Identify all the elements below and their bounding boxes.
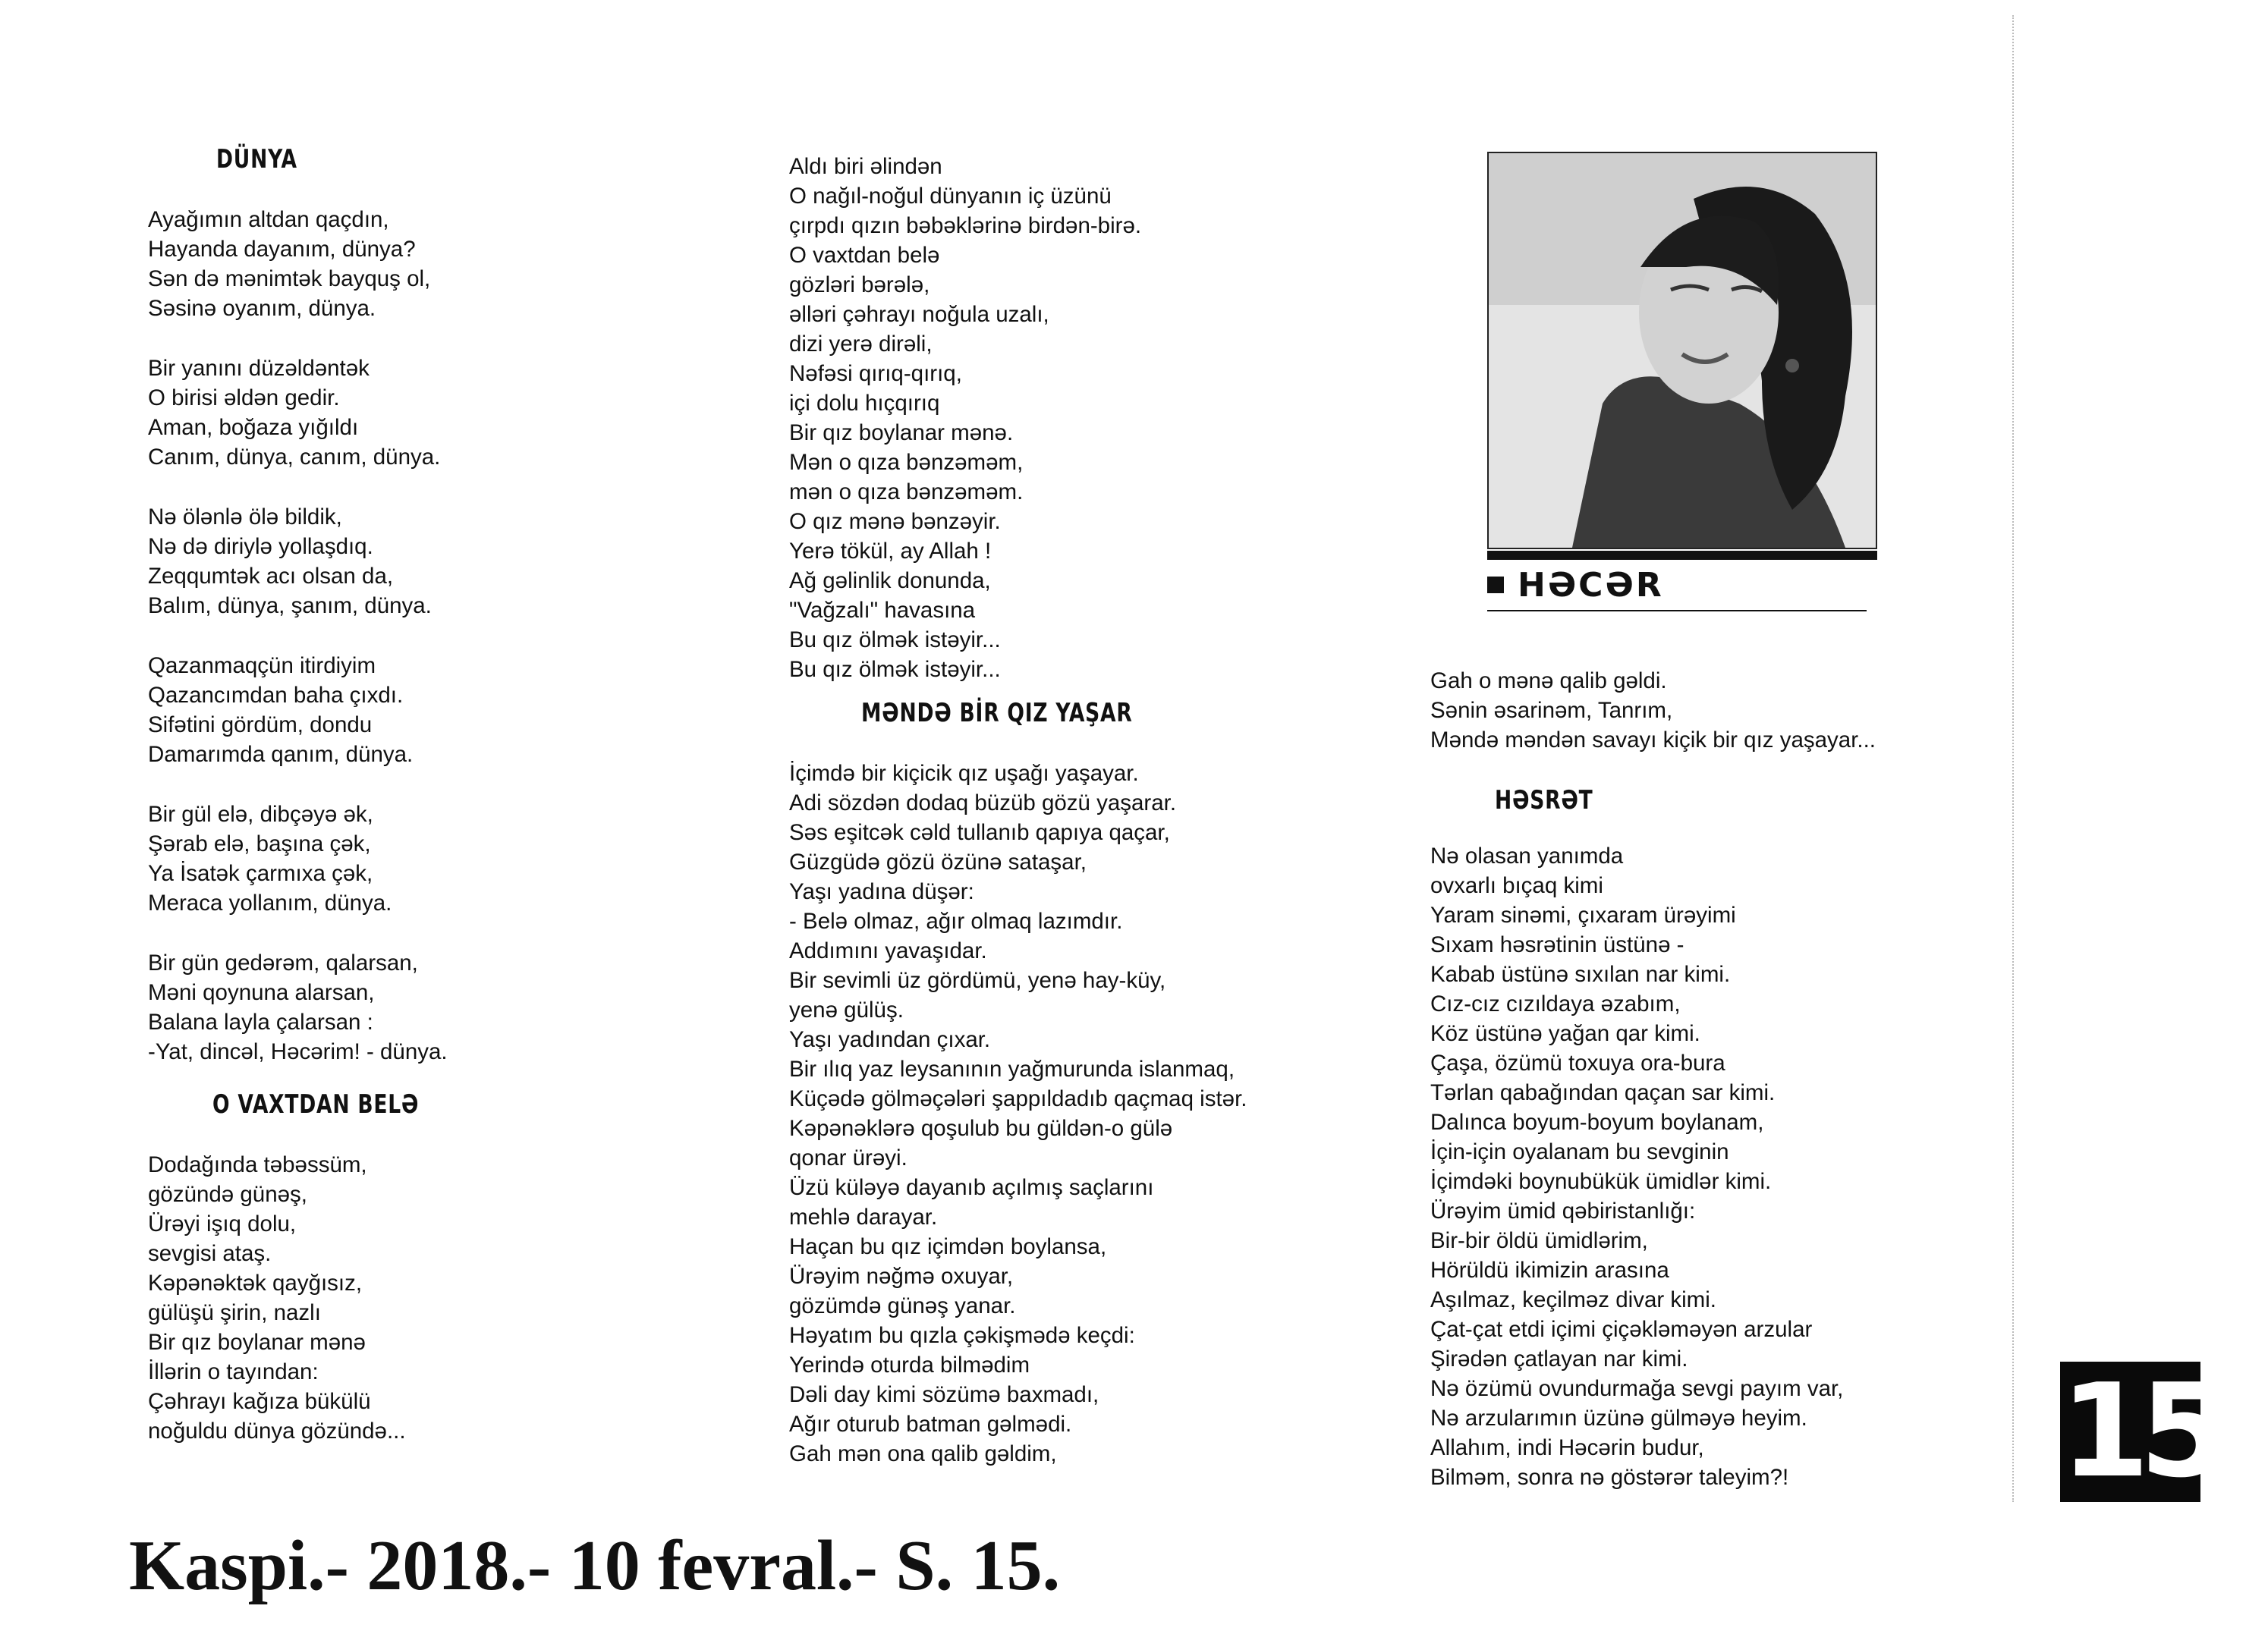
poem-line: Yerində oturda bilmədim: [789, 1353, 1030, 1378]
poem-line: Çaşa, özümü toxuya ora-bura: [1430, 1051, 1725, 1076]
poem-line: Həyatım bu qızla çəkişmədə keçdi:: [789, 1323, 1135, 1348]
stanza: [148, 948, 694, 1067]
poem-line: əlləri çəhrayı noğula uzalı,: [789, 302, 1049, 327]
poem-line: Kəpənəktək qayğısız,: [148, 1271, 363, 1296]
poem-title-hesret: HƏSRƏT: [1495, 785, 1593, 815]
column-3: [1430, 666, 2022, 1492]
poem-line: Çəhrayı kağıza bükülü: [148, 1389, 371, 1414]
poem-line: Nəfəsi qırıq-qırıq,: [789, 361, 962, 386]
stanza: [148, 800, 694, 918]
poem-line: Dalınca boyum-boyum boylanam,: [1430, 1110, 1764, 1135]
poem-dunya: [148, 205, 694, 1067]
poem-line: -Yat, dincəl, Həcərim! - dünya.: [148, 1039, 448, 1064]
poem-line: Ağır oturub batman gəlmədi.: [789, 1412, 1072, 1437]
photo-underline-bar: [1487, 551, 1877, 560]
poem-line: Sifətini gördüm, dondu: [148, 712, 373, 737]
poem-line: Bir yanını düzəldəntək: [148, 356, 370, 381]
poem-line: sevgisi ataş.: [148, 1241, 272, 1266]
poem-line: içi dolu hıçqırıq: [789, 391, 940, 416]
portrait-image: [1489, 153, 1876, 548]
poem-line: Adi sözdən dodaq büzüb gözü yaşarar.: [789, 790, 1177, 815]
poem-line: Qazanmaqçün itirdiyim: [148, 653, 376, 678]
poem-line: yenə gülüş.: [789, 998, 904, 1023]
column-1: [148, 144, 694, 1446]
poem-line: Kəpənəklərə qoşulub bu güldən-o gülə: [789, 1116, 1173, 1141]
poem-line: Hörüldü ikimizin arasına: [1430, 1258, 1669, 1283]
poem-title-o-vaxtdan-bele: O VAXTDAN BELƏ: [212, 1089, 420, 1120]
poem-line: Səs eşitcək cəld tullanıb qapıya qaçar,: [789, 820, 1170, 845]
poem-line: Aşılmaz, keçilməz divar kimi.: [1430, 1287, 1717, 1312]
poem-line: İllərin o tayından:: [148, 1359, 319, 1384]
poem-line: noğuldu dünya gözündə...: [148, 1419, 406, 1444]
poem-line: Güzgüdə gözü özünə sataşar,: [789, 850, 1087, 875]
poem-line: Nə ölənlə ölə bildik,: [148, 504, 342, 529]
stanza: [148, 205, 694, 323]
poem-line: Cız-cız cızıldaya əzabım,: [1430, 991, 1681, 1017]
poem-line: Nə özümü ovundurmağa sevgi payım var,: [1430, 1376, 1844, 1401]
poem-line: Qazancımdan baha çıxdı.: [148, 683, 404, 708]
poem-line: Bu qız ölmək istəyir...: [789, 657, 1001, 682]
poem-line: Yerə tökül, ay Allah !: [789, 539, 992, 564]
poem-line: Bir gül elə, dibçəyə ək,: [148, 802, 373, 827]
square-bullet-icon: [1487, 577, 1504, 593]
poem-line: gülüşü şirin, nazlı: [148, 1300, 321, 1325]
poem-line: Səsinə oyanım, dünya.: [148, 296, 376, 321]
poem-continuation: [1430, 666, 2022, 755]
poem-line: Bir gün gedərəm, qalarsan,: [148, 951, 418, 976]
poem-line: Şirədən çatlayan nar kimi.: [1430, 1346, 1688, 1372]
poem-line: İçimdəki boynubükük ümidlər kimi.: [1430, 1169, 1772, 1194]
poem-mende-bir-qiz-yasar: [789, 759, 1396, 1469]
poem-line: Nə olasan yanımda: [1430, 844, 1624, 869]
poem-line: Ürəyim ümid qəbiristanlığı:: [1430, 1199, 1696, 1224]
column-2: [789, 152, 1396, 1469]
poem-line: O vaxtdan belə: [789, 243, 940, 268]
poem-line: Bilməm, sonra nə göstərər taleyim?!: [1430, 1465, 1789, 1490]
poem-line: Nə arzularımın üzünə gülməyə heyim.: [1430, 1406, 1807, 1431]
poem-line: Damarımda qanım, dünya.: [148, 742, 414, 767]
poem-line: gözündə günəş,: [148, 1182, 307, 1207]
poem-line: Yaram sinəmi, çıxaram ürəyimi: [1430, 903, 1736, 928]
poem-line: Sənin əsarinəm, Tanrım,: [1430, 698, 1673, 723]
poem-line: O nağıl-noğul dünyanın iç üzünü: [789, 184, 1112, 209]
poem-line: Tərlan qabağından qaçan sar kimi.: [1430, 1080, 1776, 1105]
poem-line: Sıxam həsrətinin üstünə -: [1430, 932, 1684, 957]
poem-line: Sən də mənimtək bayquş ol,: [148, 266, 431, 291]
source-citation: Kaspi.- 2018.- 10 fevral.- S. 15.: [129, 1526, 1061, 1605]
poem-line: Aman, boğaza yığıldı: [148, 415, 359, 440]
poem-line: Məni qoynuna alarsan,: [148, 980, 375, 1005]
author-photo: [1487, 152, 1877, 549]
poem-line: İçin-için oyalanam bu sevginin: [1430, 1139, 1729, 1164]
page-number-badge: 15: [2060, 1356, 2219, 1507]
poem-line: Allahım, indi Həcərin budur,: [1430, 1435, 1704, 1460]
poem-line: Hayanda dayanım, dünya?: [148, 237, 416, 262]
poem-line: Çat-çat etdi içimi çiçəkləməyən arzular: [1430, 1317, 1813, 1342]
poem-line: qonar ürəyi.: [789, 1145, 908, 1171]
stanza: [148, 651, 694, 769]
poem-line: İçimdə bir kiçicik qız uşağı yaşayar.: [789, 761, 1139, 786]
poem-line: Balana layla çalarsan :: [148, 1010, 373, 1035]
poem-line: Gah mən ona qalib gəldim,: [789, 1441, 1057, 1466]
author-name: HƏCƏR: [1518, 566, 1664, 605]
poem-line: gözümdə günəş yanar.: [789, 1293, 1016, 1318]
poem-title-dunya: DÜNYA: [216, 144, 297, 174]
poem-line: Canım, dünya, canım, dünya.: [148, 445, 441, 470]
poem-line: Bir-bir öldü ümidlərim,: [1430, 1228, 1648, 1253]
poem-line: Balım, dünya, şanım, dünya.: [148, 593, 432, 618]
poem-line: Dəli day kimi sözümə baxmadı,: [789, 1382, 1099, 1407]
poem-line: ovxarlı bıçaq kimi: [1430, 873, 1603, 898]
poem-line: mehlə darayar.: [789, 1205, 938, 1230]
column-divider: [2012, 15, 2014, 1502]
poem-line: Ayağımın altdan qaçdın,: [148, 207, 389, 232]
poem-line: Nə də diriylə yollaşdıq.: [148, 534, 373, 559]
poem-line: Mən o qıza bənzəməm,: [789, 450, 1024, 475]
poem-line: Haçan bu qız içimdən boylansa,: [789, 1234, 1107, 1259]
poem-line: Ağ gəlinlik donunda,: [789, 568, 991, 593]
poem-line: Meraca yollanım, dünya.: [148, 891, 392, 916]
poem-line: Bir qız boylanar mənə.: [789, 420, 1014, 445]
poem-o-vaxtdan-bele: [148, 1150, 694, 1446]
poem-line: O birisi əldən gedir.: [148, 385, 340, 410]
poem-line: O qız mənə bənzəyir.: [789, 509, 1001, 534]
poem-line: Yaşı yadına düşər:: [789, 879, 974, 904]
poem-line: - Belə olmaz, ağır olmaq lazımdır.: [789, 909, 1123, 934]
poem-line: Yaşı yadından çıxar.: [789, 1027, 991, 1052]
poem-line: mən o qıza bənzəməm.: [789, 479, 1024, 504]
poem-line: Bu qız ölmək istəyir...: [789, 627, 1001, 652]
poem-line: "Vağzalı" havasına: [789, 598, 976, 623]
poem-line: Şərab elə, başına çək,: [148, 831, 371, 856]
poem-line: gözləri bərələ,: [789, 272, 930, 297]
poem-line: Dodağında təbəssüm,: [148, 1152, 367, 1177]
poem-hesret: [1430, 841, 2022, 1492]
poem-title-mende-bir-qiz-yasar: MƏNDƏ BİR QIZ YAŞAR: [861, 698, 1133, 728]
poem-line: Aldı biri əlindən: [789, 154, 942, 179]
poem-line: Addımını yavaşıdar.: [789, 938, 987, 963]
stanza: [148, 502, 694, 621]
poem-line: Küçədə gölməçələri şappıldadıb qaçmaq istər.: [789, 1086, 1247, 1111]
poem-line: Üzü küləyə dayanıb açılmış saçlarını: [789, 1175, 1154, 1200]
author-caption: [1487, 563, 1867, 611]
poem-line: çırpdı qızın bəbəklərinə birdən-birə.: [789, 213, 1142, 238]
poem-line: Köz üstünə yağan qar kimi.: [1430, 1021, 1700, 1046]
poem-line: Ürəyim nəğmə oxuyar,: [789, 1264, 1014, 1289]
poem-continuation: [789, 152, 1396, 684]
poem-line: Ürəyi işıq dolu,: [148, 1211, 297, 1236]
stanza: [148, 354, 694, 472]
poem-line: Bir ılıq yaz leysanının yağmurunda islanmaq,: [789, 1057, 1235, 1082]
poem-line: Ya İsatək çarmıxa çək,: [148, 861, 373, 886]
poem-line: Zeqqumtək acı olsan da,: [148, 564, 394, 589]
poem-line: dizi yerə dirəli,: [789, 332, 933, 357]
poem-line: Gah o mənə qalib gəldi.: [1430, 668, 1667, 693]
poem-line: Kabab üstünə sıxılan nar kimi.: [1430, 962, 1731, 987]
poem-line: Məndə məndən savayı kiçik bir qız yaşayar...: [1430, 727, 1876, 753]
poem-line: Bir sevimli üz gördümü, yenə hay-küy,: [789, 968, 1166, 993]
poem-line: Bir qız boylanar mənə: [148, 1330, 366, 1355]
